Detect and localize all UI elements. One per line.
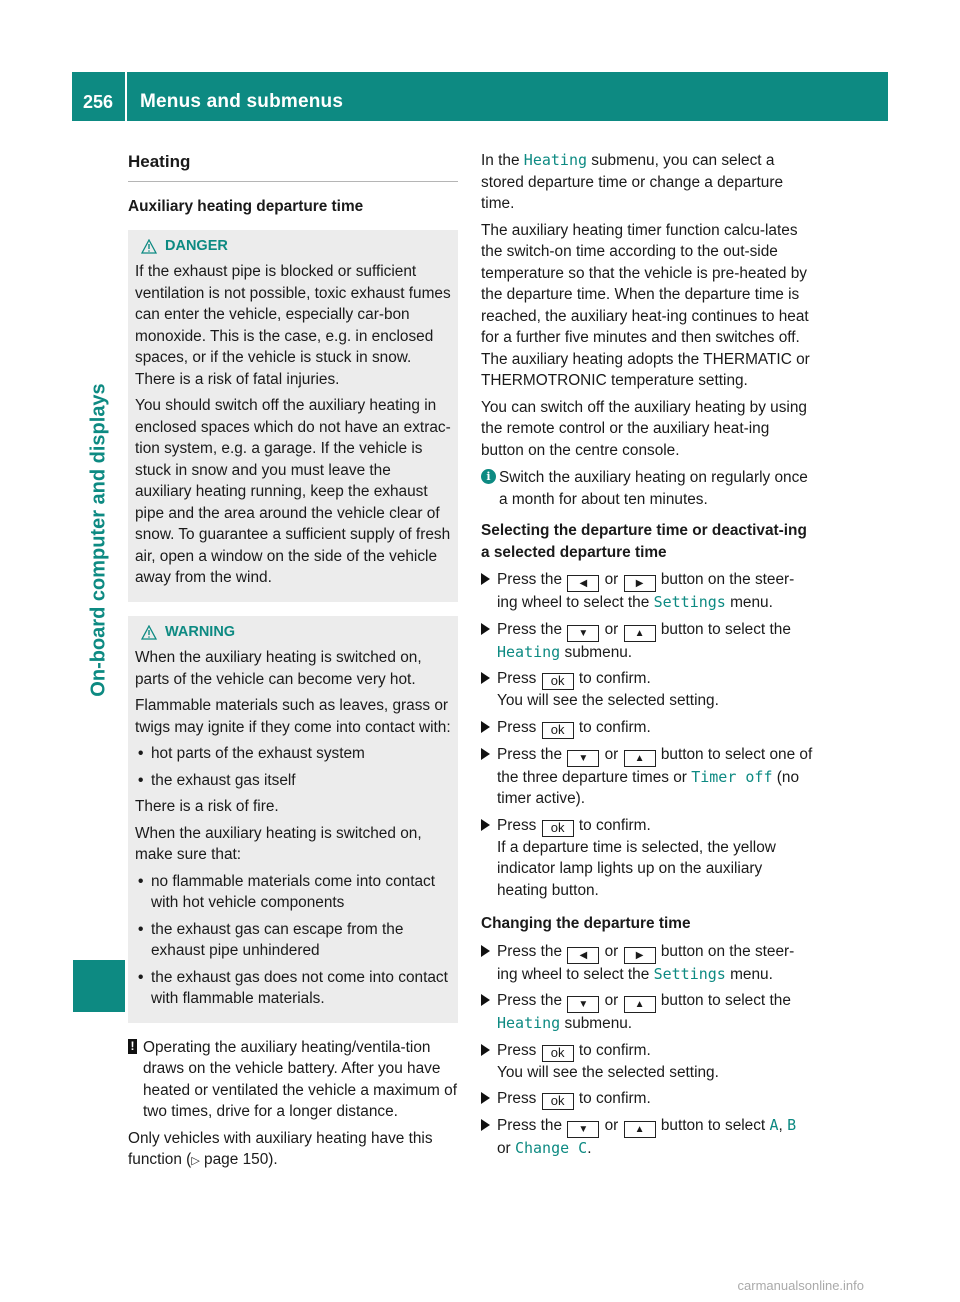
warning-heading <box>135 622 451 644</box>
list-item: • hot parts of the exhaust system <box>135 743 451 765</box>
procedure-step: Press ok to confirm. You will see the selected setting. <box>481 668 814 712</box>
section-title: Heating <box>128 150 458 182</box>
arrow-icon <box>481 1044 490 1056</box>
info-icon: i <box>481 469 496 484</box>
procedure-step: Press the ▼ or ▲ button to select the Heating submenu. <box>481 990 814 1035</box>
up-key-icon: ▲ <box>624 996 656 1013</box>
page-ref-link[interactable]: page 150). <box>199 1151 278 1168</box>
timer-description: The auxiliary heating timer function calcu-lates the switch-on time according to the out-side temperature so that the vehicle is pre-heated by the departure time. When the departure time is reached, the auxiliary heat-ing continues to heat for a further five minutes and then switches off. The auxiliary heating adopts the THERMATIC or THERMOTRONIC temperature setting. <box>481 221 810 389</box>
ok-key-icon: ok <box>542 1093 574 1110</box>
arrow-icon <box>481 945 490 957</box>
procedure-step: Press ok to confirm. If a departure time is selected, the yellow indicator lamp lights up on the auxiliary heating button. <box>481 815 814 902</box>
procedure-step: Press the ▼ or ▲ button to select one of the three departure times or Timer off (no timer active). <box>481 744 814 810</box>
warning-text-2: Flammable materials such as leaves, grass or twigs may ignite if they come into contact with: <box>135 697 451 736</box>
up-key-icon: ▲ <box>624 625 656 642</box>
chapter-sidebar <box>73 140 125 940</box>
list-item: • the exhaust gas itself <box>135 770 451 792</box>
danger-label: DANGER <box>165 237 228 254</box>
switch-off-text: You can switch off the auxiliary heating by using the remote control or the auxiliary heat-ing button on the centre console. <box>481 398 807 459</box>
page-header-title: Menus and submenus <box>140 91 344 112</box>
procedure-step: Press the ▼ or ▲ button to select the Heating submenu. <box>481 619 814 664</box>
info-text: Switch the auxiliary heating on regularly once a month for about ten minutes. <box>499 469 808 508</box>
danger-box <box>128 230 458 602</box>
warning-text-3: There is a risk of fire. <box>135 798 279 815</box>
ok-key-icon: ok <box>542 722 574 739</box>
watermark: carmanualsonline.info <box>737 1278 864 1293</box>
list-item: • the exhaust gas does not come into contact with flammable materials. <box>135 967 451 1010</box>
right-column <box>481 150 814 1165</box>
right-key-icon: ▶ <box>624 947 656 964</box>
down-key-icon: ▼ <box>567 1121 599 1138</box>
danger-heading <box>135 236 451 258</box>
availability-text: Only vehicles with auxiliary heating have this function (▷ page 150). <box>128 1129 433 1168</box>
down-key-icon: ▼ <box>567 750 599 767</box>
arrow-icon <box>481 1092 490 1104</box>
arrow-icon <box>481 994 490 1006</box>
procedure-step: Press ok to confirm. You will see the selected setting. <box>481 1040 814 1084</box>
danger-text-2: You should switch off the auxiliary heating in enclosed spaces which do not have an extrac-tion system, e.g. a garage. If the vehicle is stuck in snow and you must leave the auxiliary heating running, keep the exhaust pipe and the area around the vehicle clear of snow. To guarantee a sufficient supply of fresh air, open a window on the side of the vehicle away from the wind. <box>135 397 451 586</box>
procedure-step: Press ok to confirm. <box>481 1088 814 1110</box>
arrow-icon <box>481 1119 490 1131</box>
arrow-icon <box>481 573 490 585</box>
list-item: • the exhaust gas can escape from the exhaust pipe unhindered <box>135 919 451 962</box>
right-key-icon: ▶ <box>624 575 656 592</box>
left-column <box>128 150 458 1178</box>
page-number: 256 <box>82 92 114 112</box>
procedure-heading-change: Changing the departure time <box>481 915 691 932</box>
ok-key-icon: ok <box>542 673 574 690</box>
procedure-step: Press ok to confirm. <box>481 717 814 739</box>
arrow-icon <box>481 748 490 760</box>
procedure-heading-select: Selecting the departure time or deactivat-ing a selected departure time <box>481 522 807 561</box>
arrow-icon <box>481 819 490 831</box>
ok-key-icon: ok <box>542 1045 574 1062</box>
exclamation-icon: ! <box>128 1039 137 1054</box>
procedure-step: Press the ◀ or ▶ button on the steer-ing wheel to select the Settings menu. <box>481 569 814 614</box>
warning-triangle-icon <box>141 239 157 254</box>
arrow-icon <box>481 721 490 733</box>
chapter-tab <box>73 960 125 1012</box>
down-key-icon: ▼ <box>567 625 599 642</box>
note <box>128 1037 458 1123</box>
left-key-icon: ◀ <box>567 575 599 592</box>
warning-text-4: When the auxiliary heating is switched on, make sure that: <box>135 824 422 863</box>
procedure-step: Press the ▼ or ▲ button to select A, B or Change C. <box>481 1115 814 1160</box>
up-key-icon: ▲ <box>624 750 656 767</box>
info-note <box>481 467 814 510</box>
chapter-title: On-board computer and displays <box>87 383 110 697</box>
list-item: • no flammable materials come into contact with hot vehicle components <box>135 871 451 914</box>
warning-label: WARNING <box>165 623 236 640</box>
header-divider <box>125 72 127 121</box>
up-key-icon: ▲ <box>624 1121 656 1138</box>
warning-text-1: When the auxiliary heating is switched on, parts of the vehicle can become very hot. <box>135 649 422 688</box>
danger-text-1: If the exhaust pipe is blocked or sufficient ventilation is not possible, toxic exhaust fumes can enter the vehicle, especially car-bon monoxide. This is the case, e.g. in enclosed spaces, or if the vehicle is stuck in snow. There is a risk of fatal injuries. <box>135 263 451 388</box>
menu-term: Heating <box>523 151 588 169</box>
note-text: Operating the auxiliary heating/ventila-tion draws on the vehicle battery. After you have heated or ventilated the vehicle a maximum of two times, drive for a longer distance. <box>143 1038 457 1120</box>
intro-text: In the Heating submenu, you can select a stored departure time or change a departure time. <box>481 151 784 212</box>
arrow-icon <box>481 672 490 684</box>
warning-triangle-icon <box>141 625 157 640</box>
page-ref-arrow-icon: ▷ <box>191 1155 200 1167</box>
arrow-icon <box>481 623 490 635</box>
warning-box <box>128 616 458 1023</box>
procedure-step: Press the ◀ or ▶ button on the steer-ing wheel to select the Settings menu. <box>481 941 814 986</box>
subsection-title: Auxiliary heating departure time <box>128 198 364 215</box>
ok-key-icon: ok <box>542 820 574 837</box>
down-key-icon: ▼ <box>567 996 599 1013</box>
left-key-icon: ◀ <box>567 947 599 964</box>
